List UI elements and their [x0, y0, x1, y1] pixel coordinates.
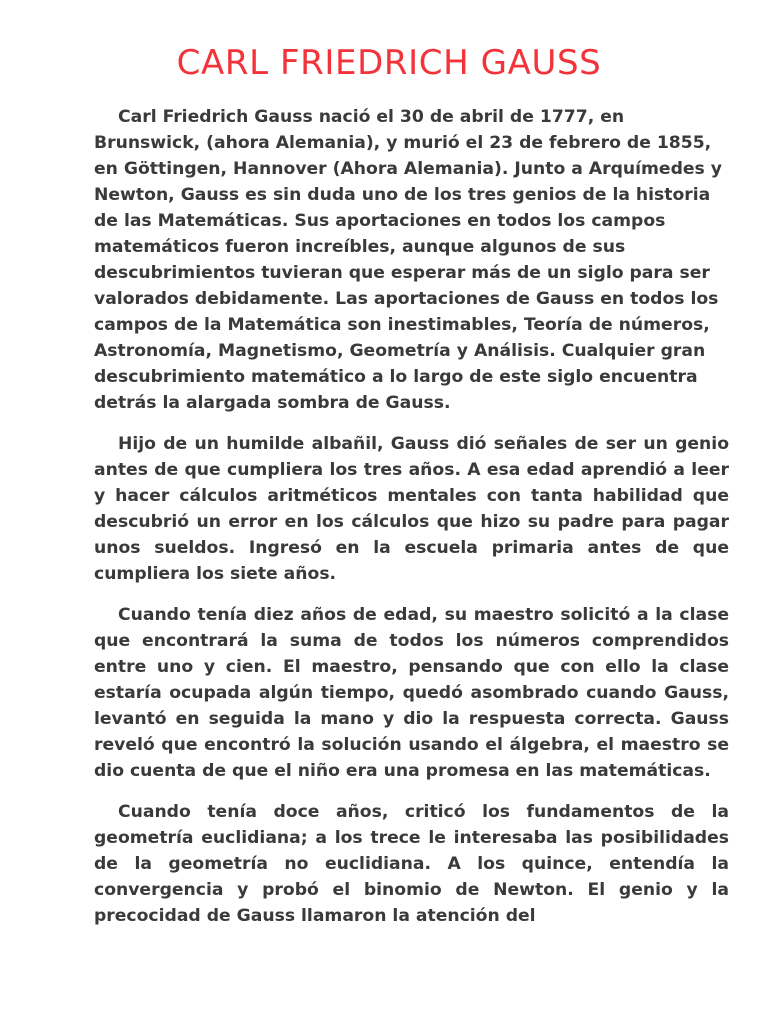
paragraph-geometry: Cuando tenía doce años, criticó los fundamentos de la geometría euclidiana; a los trece le interesaba las posibilidades de la geometría no euclidiana. A los quince, entendía la convergencia y probó el binomio de Newton. El genio y la precocidad de Gauss llamaron la atención del — [94, 802, 729, 926]
page-title: CARL FRIEDRICH GAUSS — [176, 43, 602, 83]
paragraph-childhood: Hijo de un humilde albañil, Gauss dió señales de ser un genio antes de que cumpliera los tres años. A esa edad aprendió a leer y hacer cálculos aritméticos mentales con tanta habilidad que descubrió un error en los cálculos que hizo su padre para pagar unos sueldos. Ingresó en la escuela primaria antes de que cumpliera los siete años. — [94, 434, 729, 584]
paragraph-sum-anecdote: Cuando tenía diez años de edad, su maestro solicitó a la clase que encontrará la suma de todos los números comprendidos entre uno y cien. El maestro, pensando que con ello la clase estaría ocupada algún tiempo, quedó asombrado cuando Gauss, levantó en seguida la mano y dio la respuesta correcta. Gauss reveló que encontró la solución usando el álgebra, el maestro se dio cuenta de que el niño era una promesa en las matemáticas. — [94, 605, 729, 781]
paragraph-biography: Carl Friedrich Gauss nació el 30 de abril de 1777, en Brunswick, (ahora Alemania), y murió el 23 de febrero de 1855, en Göttingen, Hannover (Ahora Alemania). Junto a Arquímedes y Newton, Gauss es sin duda uno de los tres genios de la historia de las Matemáticas. Sus aportaciones en todos los campos matemáticos fueron increíbles, aunque algunos de sus descubrimientos tuvieran que esperar más de un siglo para ser valorados debidamente. Las aportaciones de Gauss en todos los campos de la Matemática son inestimables, Teoría de números, Astronomía, Magnetismo, Geometría y Análisis. Cualquier gran descubrimiento matemático a lo largo de este siglo encuentra detrás la alargada sombra de Gauss. — [94, 107, 722, 413]
